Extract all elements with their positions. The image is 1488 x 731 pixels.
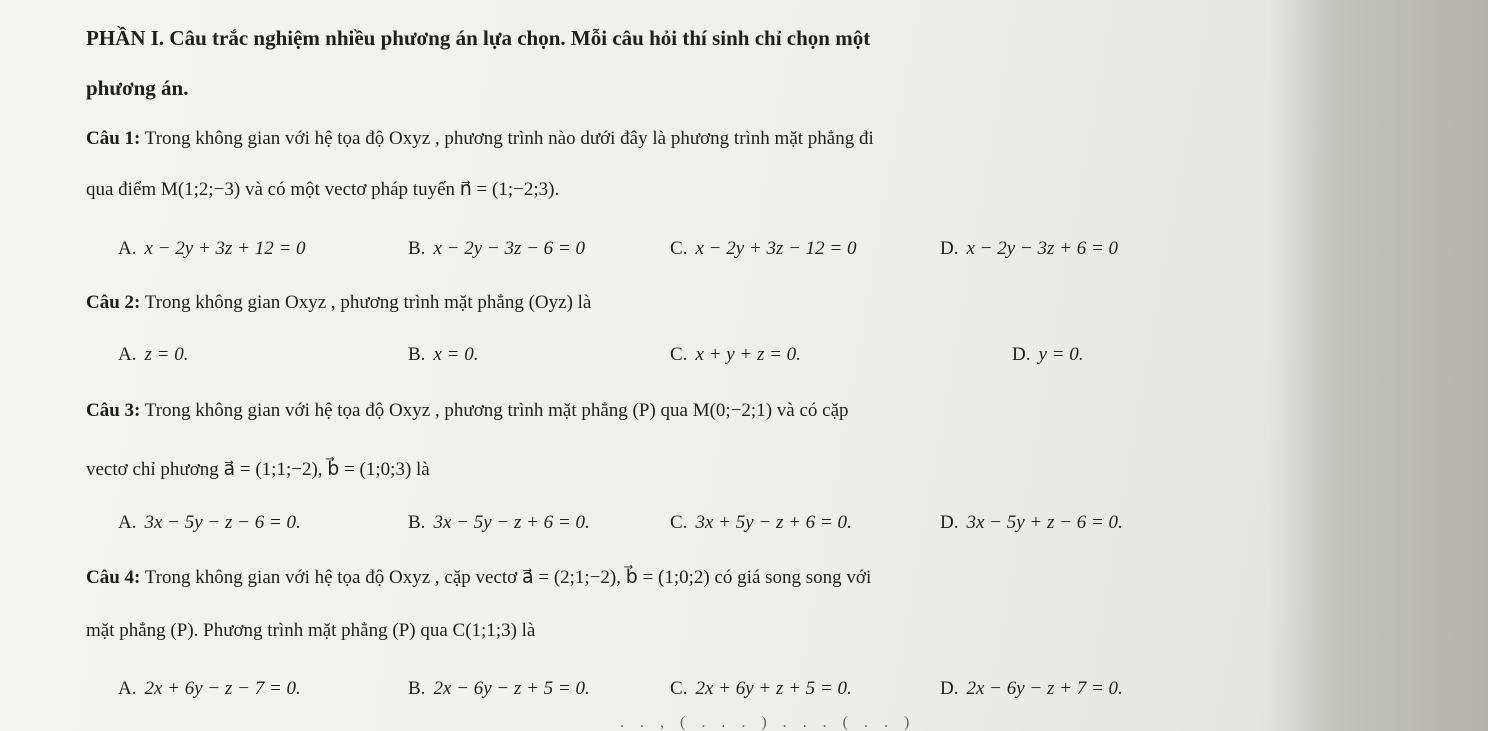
question-4-option-b	[408, 678, 590, 700]
option-letter: D.	[940, 238, 959, 259]
question-3-label: Câu 3:	[86, 400, 141, 421]
question-1-label: Câu 1:	[86, 128, 141, 149]
option-text: 3x + 5y − z + 6 = 0.	[695, 512, 852, 533]
question-4-label: Câu 4:	[86, 567, 141, 588]
question-3-option-b	[408, 512, 590, 534]
question-2-option-d	[1012, 344, 1084, 366]
option-text: x − 2y + 3z + 12 = 0	[144, 238, 306, 259]
option-letter: C.	[670, 678, 688, 699]
option-text: 3x − 5y − z − 6 = 0.	[144, 512, 301, 533]
option-text: x − 2y − 3z − 6 = 0	[433, 238, 585, 259]
question-2-text-1: Trong không gian Oxyz , phương trình mặt phẳng (Oyz) là	[144, 292, 592, 313]
question-2-line1	[86, 292, 591, 314]
question-4-line1	[86, 566, 871, 589]
question-1-option-b	[408, 238, 585, 260]
option-letter: A.	[118, 238, 137, 259]
option-text: 2x + 6y − z − 7 = 0.	[144, 678, 301, 699]
question-1-option-d	[940, 238, 1118, 260]
question-3-option-d	[940, 512, 1123, 534]
question-3-text-1: Trong không gian với hệ tọa độ Oxyz , phương trình mặt phẳng (P) qua M(0;−2;1) và có cặp	[144, 400, 849, 421]
option-letter: A.	[118, 344, 137, 365]
question-2-option-a	[118, 344, 188, 366]
question-1-line1	[86, 128, 874, 150]
option-text: 3x − 5y + z − 6 = 0.	[966, 512, 1123, 533]
question-4-text-1: Trong không gian với hệ tọa độ Oxyz , cặp vectơ a⃗ = (2;1;−2), b⃗ = (1;0;2) có giá song song với	[144, 567, 872, 588]
section-heading-line2: phương án.	[86, 76, 189, 100]
question-2-option-b	[408, 344, 478, 366]
question-2-option-c	[670, 344, 801, 366]
page-edge-shadow	[1268, 0, 1488, 731]
question-3-line1	[86, 400, 849, 422]
option-text: x = 0.	[433, 344, 479, 365]
option-letter: C.	[670, 238, 688, 259]
option-text: x − 2y − 3z + 6 = 0	[966, 238, 1119, 259]
option-letter: B.	[408, 678, 426, 699]
question-1-text-1: Trong không gian với hệ tọa độ Oxyz , phương trình nào dưới đây là phương trình mặt phẳng đi	[144, 128, 874, 149]
option-text: x − 2y + 3z − 12 = 0	[695, 238, 857, 259]
question-1-option-a	[118, 238, 306, 260]
question-2-label: Câu 2:	[86, 292, 141, 313]
option-text: y = 0.	[1038, 344, 1084, 365]
option-letter: C.	[670, 344, 688, 365]
question-3-text-2: vectơ chỉ phương a⃗ = (1;1;−2), b⃗ = (1;0;3) là	[86, 459, 430, 480]
option-letter: A.	[118, 512, 137, 533]
option-letter: A.	[118, 678, 137, 699]
option-text: z = 0.	[144, 344, 189, 365]
option-letter: B.	[408, 344, 426, 365]
question-3-option-a	[118, 512, 301, 534]
section-heading-line1: PHẦN I. Câu trắc nghiệm nhiều phương án lựa chọn. Mỗi câu hỏi thí sinh chỉ chọn một	[86, 26, 871, 50]
question-1-option-c	[670, 238, 856, 260]
option-text: 2x − 6y − z + 5 = 0.	[433, 678, 590, 699]
question-3-option-c	[670, 512, 852, 534]
option-text: 2x − 6y − z + 7 = 0.	[966, 678, 1123, 699]
question-1-text-2: qua điểm M(1;2;−3) và có một vectơ pháp tuyến n⃗ = (1;−2;3).	[86, 179, 560, 200]
option-text: 3x − 5y − z + 6 = 0.	[433, 512, 590, 533]
question-4-option-c	[670, 678, 852, 700]
option-letter: D.	[1012, 344, 1031, 365]
question-4-option-a	[118, 678, 301, 700]
question-4-text-2: mặt phẳng (P). Phương trình mặt phẳng (P) qua C(1;1;3) là	[86, 620, 536, 641]
cut-off-next-line: . . , ( . . . ) . . . ( . . )	[620, 714, 916, 731]
option-letter: D.	[940, 678, 959, 699]
option-letter: D.	[940, 512, 959, 533]
option-letter: B.	[408, 238, 426, 259]
option-text: x + y + z = 0.	[695, 344, 801, 365]
question-4-option-d	[940, 678, 1123, 700]
option-letter: C.	[670, 512, 688, 533]
option-text: 2x + 6y + z + 5 = 0.	[695, 678, 852, 699]
option-letter: B.	[408, 512, 426, 533]
